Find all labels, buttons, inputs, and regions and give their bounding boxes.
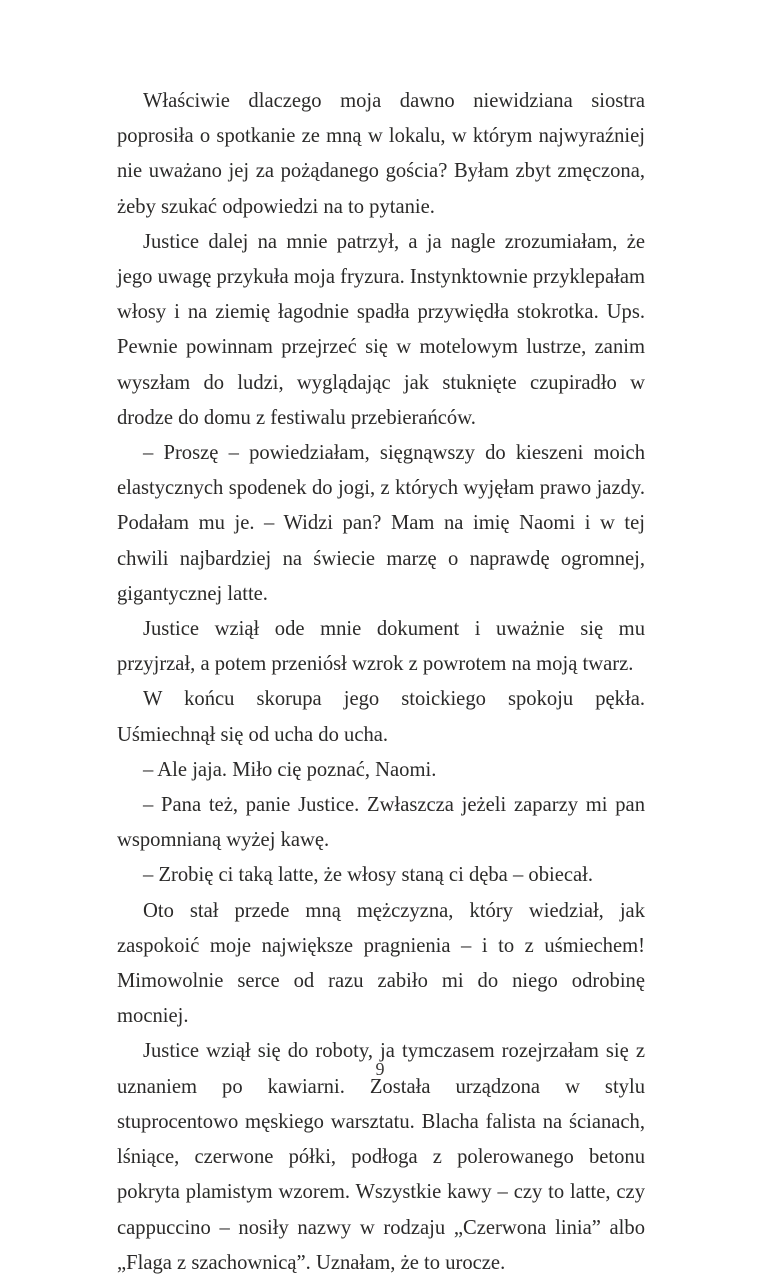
paragraph: – Proszę – powiedziałam, sięgnąwszy do kieszeni moich elastycznych spodenek do jogi, z których wyjęłam prawo jazdy. Podałam mu je. – Widzi pan? Mam na imię Naomi i w tej chwili najbardziej na świecie marzę o naprawdę ogromnej, gigantycznej latte. — [117, 442, 645, 605]
paragraph: Justice dalej na mnie patrzył, a ja nagle zrozumiałam, że jego uwagę przykuła moja fryzura. Instynktownie przyklepałam włosy i na ziemię łagodnie spadła przywiędła stokrotka. Ups. Pewnie powinnam przejrzeć się w motelowym lustrze, zanim wyszłam do ludzi, wyglądając jak stuknięte czupiradło w drodze do domu z festiwalu przebierańców. — [117, 230, 645, 429]
paragraph: W końcu skorupa jego stoickiego spokoju pękła. Uśmiechnął się od ucha do ucha. — [117, 688, 645, 746]
paragraph: Oto stał przede mną mężczyzna, który wiedział, jak zaspokoić moje największe pragnienia – i to z uśmiechem! Mimowolnie serce od razu zabiło mi do niego odrobinę mocniej. — [117, 899, 645, 1028]
page-text-block — [117, 84, 645, 1281]
paragraph: – Zrobię ci taką latte, że włosy staną ci dęba – obiecał. — [143, 864, 594, 887]
page-number: 9 — [375, 1059, 385, 1079]
paragraph: – Ale jaja. Miło cię poznać, Naomi. — [143, 758, 437, 781]
paragraph: Justice wziął ode mnie dokument i uważnie się mu przyjrzał, a potem przeniósł wzrok z powrotem na moją twarz. — [117, 618, 645, 676]
paragraph: – Pana też, panie Justice. Zwłaszcza jeżeli zaparzy mi pan wspomnianą wyżej kawę. — [117, 794, 645, 852]
paragraph: Justice wziął się do roboty, ja tymczasem rozejrzałam się z uznaniem po kawiarni. Została urządzona w stylu stuprocentowo męskiego warsztatu. Blacha falista na ścianach, lśniące, czerwone półki, podłoga z polerowanego betonu pokryta plamistym wzorem. Wszystkie kawy – czy to latte, czy cappuccino – nosiły nazwy w rodzaju „Czerwona linia” albo „Flaga z szachownicą”. Uznałam, że to urocze. — [117, 1040, 645, 1274]
paragraph: Właściwie dlaczego moja dawno niewidziana siostra poprosiła o spotkanie ze mną w lokalu, w którym najwyraźniej nie uważano jej za pożądanego gościa? Byłam zbyt zmęczona, żeby szukać odpowiedzi na to pytanie. — [117, 90, 645, 218]
